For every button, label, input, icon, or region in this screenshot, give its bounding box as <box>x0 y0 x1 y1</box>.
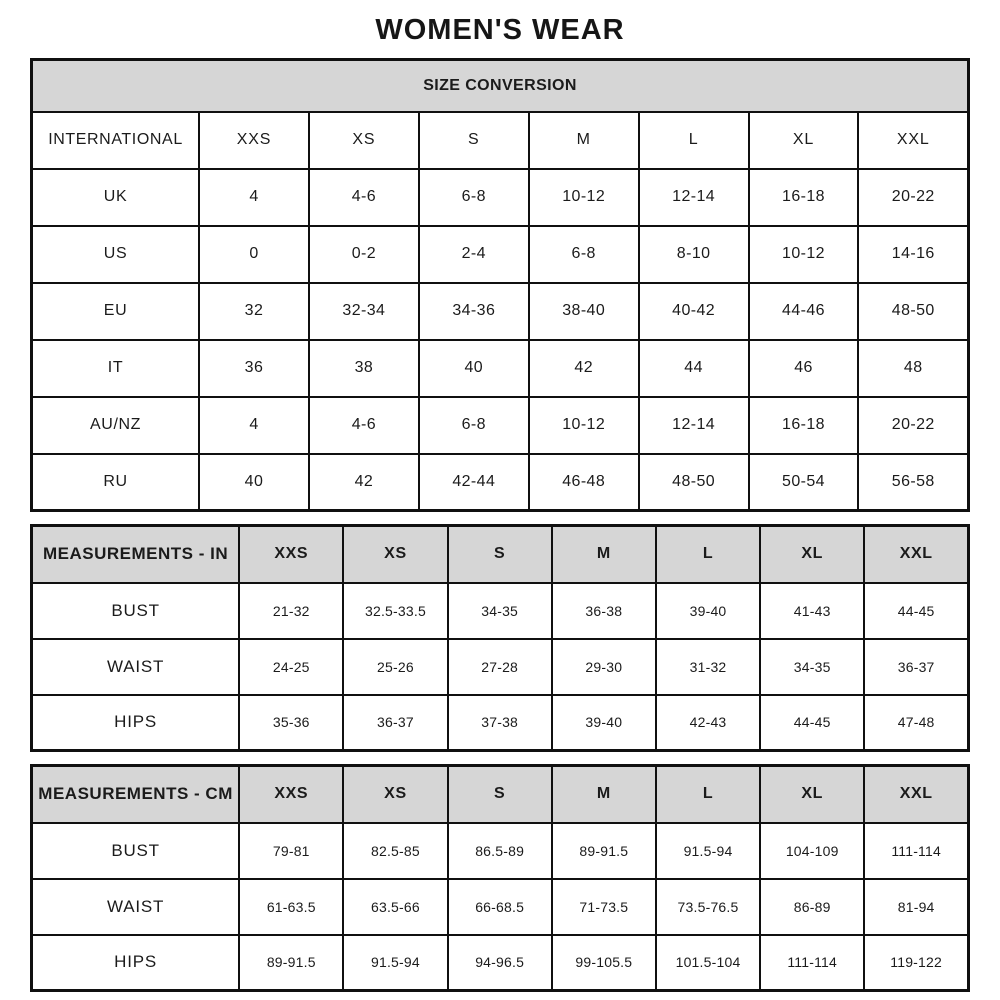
column-header: XXL <box>864 526 968 583</box>
size-value: 10-12 <box>529 397 639 454</box>
column-header: XXL <box>858 112 968 169</box>
size-value: 4 <box>199 397 309 454</box>
column-header: XXL <box>864 766 968 823</box>
size-value: 40 <box>199 454 309 511</box>
measurement-value: 91.5-94 <box>343 935 447 991</box>
column-header: S <box>419 112 529 169</box>
measurement-value: 101.5-104 <box>656 935 760 991</box>
size-value: 38 <box>309 340 419 397</box>
size-value: 48-50 <box>639 454 749 511</box>
measurement-value: 36-37 <box>864 639 968 695</box>
size-value: 46 <box>749 340 859 397</box>
column-header: XXS <box>239 766 343 823</box>
table-title-row <box>32 60 969 112</box>
size-value: 56-58 <box>858 454 968 511</box>
measurement-value: 111-114 <box>864 823 968 879</box>
column-header-row <box>32 526 969 583</box>
measurement-value: 71-73.5 <box>552 879 656 935</box>
measurement-value: 41-43 <box>760 583 864 639</box>
measurement-value: 111-114 <box>760 935 864 991</box>
measurement-value: 34-35 <box>448 583 552 639</box>
measurement-row <box>32 935 969 991</box>
measurement-value: 47-48 <box>864 695 968 751</box>
column-header: XXS <box>199 112 309 169</box>
size-conversion-table <box>30 58 970 512</box>
column-header: XS <box>309 112 419 169</box>
size-value: 6-8 <box>419 169 529 226</box>
measurement-value: 36-37 <box>343 695 447 751</box>
column-header: M <box>529 112 639 169</box>
measurement-value: 42-43 <box>656 695 760 751</box>
column-header: S <box>448 526 552 583</box>
size-row <box>32 169 969 226</box>
size-value: 32-34 <box>309 283 419 340</box>
measurement-row <box>32 695 969 751</box>
size-value: 6-8 <box>419 397 529 454</box>
size-value: 10-12 <box>749 226 859 283</box>
measurement-value: 86.5-89 <box>448 823 552 879</box>
table-title: MEASUREMENTS - CM <box>32 766 240 823</box>
measurement-value: 86-89 <box>760 879 864 935</box>
column-header: M <box>552 526 656 583</box>
measurement-value: 94-96.5 <box>448 935 552 991</box>
row-label: HIPS <box>32 935 240 991</box>
measurement-value: 24-25 <box>239 639 343 695</box>
measurement-value: 79-81 <box>239 823 343 879</box>
row-label: US <box>32 226 200 283</box>
size-value: 8-10 <box>639 226 749 283</box>
size-value: 12-14 <box>639 397 749 454</box>
measurement-value: 27-28 <box>448 639 552 695</box>
size-value: 4-6 <box>309 169 419 226</box>
measurement-value: 63.5-66 <box>343 879 447 935</box>
page-title: WOMEN'S WEAR <box>375 14 625 46</box>
size-value: 42 <box>309 454 419 511</box>
size-value: 16-18 <box>749 169 859 226</box>
column-header-row <box>32 766 969 823</box>
row-label: EU <box>32 283 200 340</box>
size-value: 6-8 <box>529 226 639 283</box>
measurement-value: 32.5-33.5 <box>343 583 447 639</box>
row-label: WAIST <box>32 879 240 935</box>
size-row <box>32 340 969 397</box>
measurement-value: 44-45 <box>864 583 968 639</box>
size-value: 50-54 <box>749 454 859 511</box>
size-value: 42 <box>529 340 639 397</box>
row-label: BUST <box>32 583 240 639</box>
size-value: 16-18 <box>749 397 859 454</box>
size-value: 20-22 <box>858 169 968 226</box>
measurement-value: 99-105.5 <box>552 935 656 991</box>
table-title: MEASUREMENTS - IN <box>32 526 240 583</box>
size-value: 12-14 <box>639 169 749 226</box>
column-header: L <box>656 526 760 583</box>
size-value: 0 <box>199 226 309 283</box>
column-header-row <box>32 112 969 169</box>
size-value: 10-12 <box>529 169 639 226</box>
measurement-value: 91.5-94 <box>656 823 760 879</box>
measurement-value: 73.5-76.5 <box>656 879 760 935</box>
size-value: 42-44 <box>419 454 529 511</box>
measurement-value: 31-32 <box>656 639 760 695</box>
measurement-value: 89-91.5 <box>239 935 343 991</box>
measurement-value: 66-68.5 <box>448 879 552 935</box>
row-header-label: INTERNATIONAL <box>32 112 200 169</box>
size-value: 48 <box>858 340 968 397</box>
measurements-in-table <box>30 524 970 752</box>
measurement-row <box>32 823 969 879</box>
measurement-value: 34-35 <box>760 639 864 695</box>
column-header: XL <box>749 112 859 169</box>
row-label: RU <box>32 454 200 511</box>
size-value: 38-40 <box>529 283 639 340</box>
size-row <box>32 397 969 454</box>
size-row <box>32 226 969 283</box>
size-value: 2-4 <box>419 226 529 283</box>
measurement-value: 119-122 <box>864 935 968 991</box>
measurement-value: 104-109 <box>760 823 864 879</box>
column-header: S <box>448 766 552 823</box>
column-header: XL <box>760 766 864 823</box>
measurement-row <box>32 879 969 935</box>
measurement-value: 25-26 <box>343 639 447 695</box>
size-value: 4-6 <box>309 397 419 454</box>
measurement-value: 82.5-85 <box>343 823 447 879</box>
size-value: 36 <box>199 340 309 397</box>
size-value: 14-16 <box>858 226 968 283</box>
column-header: M <box>552 766 656 823</box>
size-value: 40-42 <box>639 283 749 340</box>
size-row <box>32 454 969 511</box>
column-header: XS <box>343 526 447 583</box>
column-header: XXS <box>239 526 343 583</box>
column-header: L <box>639 112 749 169</box>
row-label: AU/NZ <box>32 397 200 454</box>
table-title: SIZE CONVERSION <box>32 60 969 112</box>
size-row <box>32 283 969 340</box>
size-value: 44 <box>639 340 749 397</box>
row-label: WAIST <box>32 639 240 695</box>
column-header: L <box>656 766 760 823</box>
measurement-value: 89-91.5 <box>552 823 656 879</box>
row-label: IT <box>32 340 200 397</box>
measurement-value: 39-40 <box>656 583 760 639</box>
measurement-value: 29-30 <box>552 639 656 695</box>
row-label: UK <box>32 169 200 226</box>
size-value: 40 <box>419 340 529 397</box>
row-label: HIPS <box>32 695 240 751</box>
measurement-value: 21-32 <box>239 583 343 639</box>
size-value: 44-46 <box>749 283 859 340</box>
measurements-cm-table <box>30 764 970 992</box>
column-header: XS <box>343 766 447 823</box>
size-value: 0-2 <box>309 226 419 283</box>
size-value: 34-36 <box>419 283 529 340</box>
column-header: XL <box>760 526 864 583</box>
row-label: BUST <box>32 823 240 879</box>
measurement-value: 81-94 <box>864 879 968 935</box>
size-value: 48-50 <box>858 283 968 340</box>
measurement-value: 39-40 <box>552 695 656 751</box>
measurement-value: 37-38 <box>448 695 552 751</box>
size-value: 20-22 <box>858 397 968 454</box>
size-value: 32 <box>199 283 309 340</box>
measurement-row <box>32 583 969 639</box>
measurement-row <box>32 639 969 695</box>
size-value: 4 <box>199 169 309 226</box>
measurement-value: 35-36 <box>239 695 343 751</box>
measurement-value: 61-63.5 <box>239 879 343 935</box>
measurement-value: 44-45 <box>760 695 864 751</box>
measurement-value: 36-38 <box>552 583 656 639</box>
size-value: 46-48 <box>529 454 639 511</box>
